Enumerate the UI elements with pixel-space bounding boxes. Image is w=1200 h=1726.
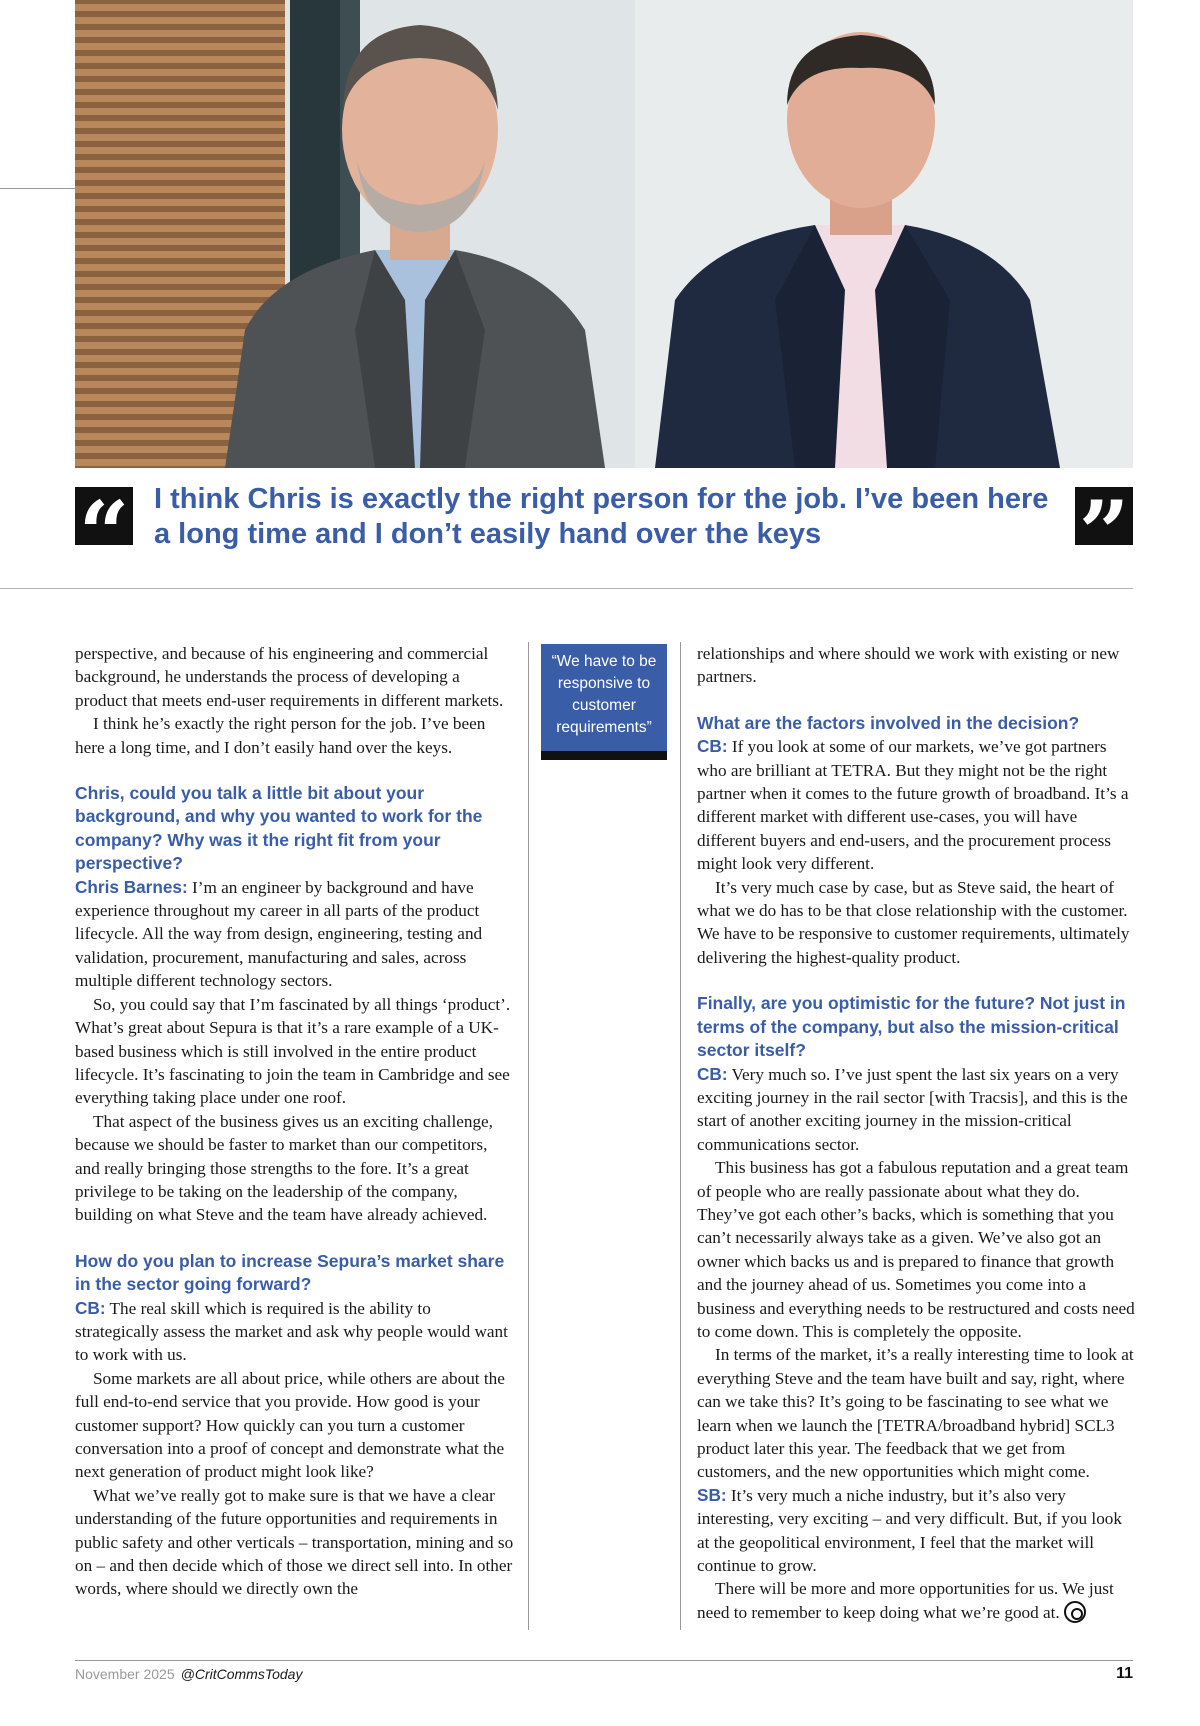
wooden-slat — [75, 225, 285, 232]
wooden-slat — [75, 69, 285, 76]
wooden-slat — [75, 277, 285, 284]
close-quote-mark: ” — [1075, 487, 1133, 545]
wooden-slat — [75, 17, 285, 24]
page-number: 11 — [1116, 1665, 1133, 1682]
paragraph: It’s very much case by case, but as Steve said, the heart of what we do has to be that close relationship with the customer. We have to be responsive to customer requirements, ultimately delivering the highest-quality product. — [697, 877, 1130, 967]
interview-question: Chris, could you talk a little bit about your background, and why you wanted to work for the company? Why was it the right fit from your perspective? — [75, 783, 483, 874]
paragraph: That aspect of the business gives us an exciting challenge, because we should be faster to market than our competitors, and really bringing those strengths to the fore. It’s a great privilege to be taking on the leadership of the company, building on what Steve and the team have already achieved. — [75, 1111, 493, 1225]
issue-date: November 2025 — [75, 1666, 175, 1682]
answer-text: Very much so. I’ve just spent the last six years on a very exciting journey in the rail sector [with Tracsis], and this is the start of another exciting journey in the mission-critical communications sector. — [697, 1064, 1128, 1154]
closing-text: There will be more and more opportunities for us. We just need to remember to keep doing what we’re good at. — [697, 1579, 1114, 1622]
paragraph: Some markets are all about price, while others are about the full end-to-end service that you provide. How good is your customer support? How quickly can you turn a customer conversation into a proof of concept and demonstrate what the next generation of product might look like? — [75, 1368, 505, 1482]
wooden-slat — [75, 238, 285, 245]
answer-text: If you look at some of our markets, we’ve got partners who are brilliant at TETRA. But they might not be the right partner when it comes to the future growth of broadband. It’s a different market with different use-cases, you will have different buyers and end-users, and the procurement process might look very different. — [697, 737, 1129, 874]
wooden-slat — [75, 160, 285, 167]
speaker-label: CB: — [697, 1063, 728, 1084]
answer-paragraph — [697, 1063, 1137, 1157]
end-mark-icon — [1064, 1601, 1086, 1623]
open-quote-mark: “ — [75, 487, 133, 545]
wooden-slat — [75, 290, 285, 297]
speaker-label: SB: — [697, 1484, 727, 1505]
answer-paragraph — [75, 876, 515, 993]
paragraph: So, you could say that I’m fascinated by all things ‘product’. What’s great about Sepura is that it’s a rare example of a UK-based business which is still involved in the entire product lifecycle. It’s fascinating to join the team in Cambridge and see everything taking place under one roof. — [75, 994, 511, 1108]
interview-question: How do you plan to increase Sepura’s market share in the sector going forward? — [75, 1250, 505, 1295]
speaker-label: CB: — [697, 736, 728, 757]
paragraph: I think he’s exactly the right person for the job. I’ve been here a long time, and I don’t easily hand over the keys. — [75, 714, 486, 757]
interview-question: Finally, are you optimistic for the future? Not just in terms of the company, but also the mission-critical sector itself? — [697, 993, 1126, 1061]
wooden-slat — [75, 212, 285, 219]
wooden-slat — [75, 108, 285, 115]
wooden-slat — [75, 147, 285, 154]
photo-illustration — [75, 0, 1133, 468]
wooden-slat — [75, 251, 285, 258]
wooden-slat — [75, 4, 285, 11]
wooden-slat — [75, 121, 285, 128]
wooden-slat — [75, 199, 285, 206]
social-handle: @CritCommsToday — [180, 1666, 303, 1682]
column-rule-left — [528, 642, 529, 1630]
speaker-label: CB: — [75, 1297, 106, 1318]
wooden-slat — [75, 95, 285, 102]
footer-rule — [75, 1660, 1133, 1661]
answer-paragraph — [75, 1297, 515, 1367]
wooden-slat — [75, 134, 285, 141]
column-rule-right — [680, 642, 681, 1630]
decorative-rule-left — [0, 188, 75, 189]
paragraph: perspective, and because of his engineering and commercial background, he understands the process of developing a product that meets end-user requirements in different markets. — [75, 644, 504, 710]
answer-text: It’s very much a niche industry, but it’s also very interesting, very exciting – and very difficult. But, if you look at the geopolitical environment, I feel that the market will continue to grow. — [697, 1485, 1122, 1576]
header-photo — [75, 0, 1133, 468]
wooden-slat — [75, 303, 285, 310]
wooden-slat — [75, 43, 285, 50]
wooden-slat — [75, 173, 285, 180]
footer-issue — [75, 1666, 302, 1682]
answer-text: The real skill which is required is the ability to strategically assess the market and ask why people would want to work with us. — [75, 1298, 508, 1365]
wooden-slat — [75, 56, 285, 63]
sidebar-quote: “We have to be responsive to customer requirements” — [541, 644, 667, 760]
answer-paragraph — [697, 1484, 1137, 1578]
wooden-slat — [75, 186, 285, 193]
paragraph: In terms of the market, it’s a really interesting time to look at everything Steve and the team have built and say, right, where can we take this? It’s going to be fascinating to see what we learn when we launch the [TETRA/broadband hybrid] SCL3 product later this year. The feedback that we get from customers, and the new opportunities which might come. — [697, 1345, 1134, 1482]
paragraph: relationships and where should we work with existing or new partners. — [697, 644, 1120, 687]
wooden-slat — [75, 30, 285, 37]
article-column-left — [75, 642, 515, 1601]
paragraph — [697, 1577, 1137, 1624]
paragraph: What we’ve really got to make sure is that we have a clear understanding of the future opportunities and requirements in public safety and other verticals – transportation, mining and so on – and then decide which of those we direct sell into. In other words, where should we directly own the — [75, 1485, 514, 1599]
article-column-right — [697, 642, 1137, 1624]
wooden-slat — [75, 264, 285, 271]
wooden-slat — [75, 82, 285, 89]
answer-text: I’m an engineer by background and have experience throughout my career in all parts of the product lifecycle. All the way from design, engineering, testing and validation, procurement, manufacturing and sales, across multiple different technology sectors. — [75, 877, 483, 991]
interview-question: What are the factors involved in the decision? — [697, 712, 1080, 733]
speaker-label: Chris Barnes: — [75, 876, 188, 897]
pull-quote-divider — [0, 588, 1133, 589]
paragraph: This business has got a fabulous reputation and a great team of people who are really passionate about what they do. They’ve got each other’s backs, which is something that you can’t necessarily always take as a given. We’ve also got an owner which backs us and is prepared to finance that growth and the journey ahead of us. Sometimes you come into a business and everything needs to be restructured and costs need to come down. This is completely the opposite. — [697, 1158, 1135, 1341]
pull-quote: I think Chris is exactly the right person for the job. I’ve been here a long time and I don’t easily hand over the keys — [154, 483, 1049, 550]
answer-paragraph — [697, 735, 1137, 875]
